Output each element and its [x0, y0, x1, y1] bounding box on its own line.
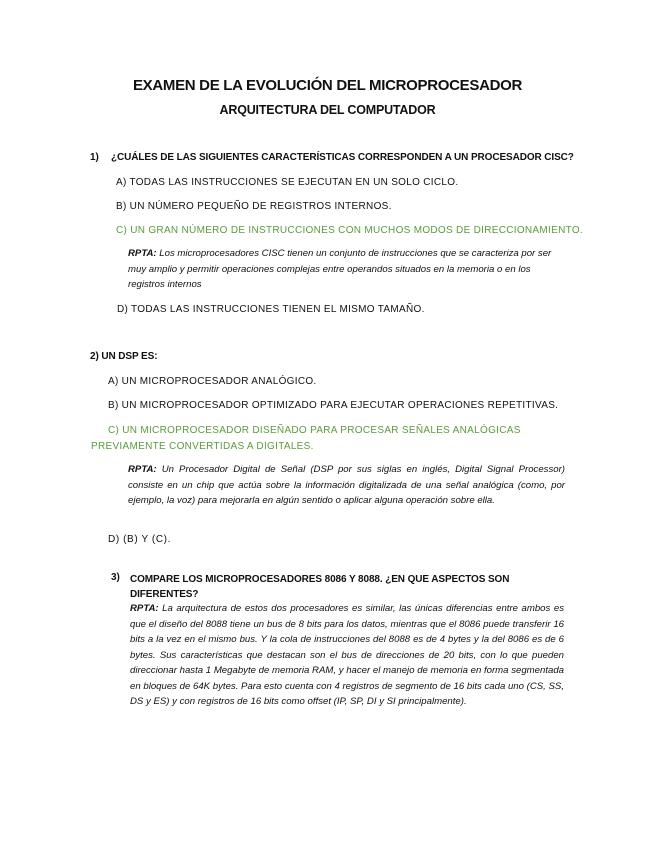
- question-2-answer-label: RPTA:: [128, 464, 157, 475]
- question-1-option-a: A) TODAS LAS INSTRUCCIONES SE EJECUTAN EN UN SOLO CICLO.: [116, 177, 459, 188]
- question-1-answer-label: RPTA:: [128, 248, 157, 259]
- question-3-text: COMPARE LOS MICROPROCESADORES 8086 Y 8088. ¿EN QUE ASPECTOS SON DIFERENTES?: [130, 574, 510, 600]
- question-2-answer: [128, 462, 565, 509]
- question-2-text: 2) UN DSP ES:: [90, 351, 158, 362]
- question-1-text: ¿CUÁLES DE LAS SIGUIENTES CARACTERÍSTICAS CORRESPONDEN A UN PROCESADOR CISC?: [111, 152, 574, 163]
- question-2-option-a: A) UN MICROPROCESADOR ANALÓGICO.: [108, 376, 317, 387]
- question-1-option-c-correct: C) UN GRAN NÚMERO DE INSTRUCCIONES CON MUCHOS MODOS DE DIRECCIONAMIENTO.: [116, 225, 583, 236]
- question-1-option-b: B) UN NÚMERO PEQUEÑO DE REGISTROS INTERNOS.: [116, 201, 392, 212]
- question-2-option-c-correct: C) UN MICROPROCESADOR DISEÑADO PARA PROCESAR SEÑALES ANALÓGICAS PREVIAMENTE CONVERTIDAS A DIGITALES.: [91, 425, 521, 452]
- question-3-answer-text: La arquitectura de estos dos procesadores es similar, las únicas diferencias entre ambos es que el diseño del 8088 tiene un bus de 8 bits para los datos, mientras que el 8086 puede transferir 16 bits a la vez en el mismo bus. Y la cola de instrucciones del 8088 es de 4 bytes y la del 8086 es de 6 bytes. Sus características que destacan son el bus de direcciones de 20 bits, con lo que pueden direccionar hasta 1 Megabyte de memoria RAM, y hacer el manejo de memoria en forma segmentada en bloques de 64K bytes. Para esto cuenta con 4 registros de segmento de 16 bits cada uno (CS, SS, DS y ES) y con registros de 16 bits como offset (IP, SP, DI y SI principalmente).: [130, 603, 564, 707]
- question-2-option-b: B) UN MICROPROCESADOR OPTIMIZADO PARA EJECUTAR OPERACIONES REPETITIVAS.: [108, 400, 559, 411]
- document-title: EXAMEN DE LA EVOLUCIÓN DEL MICROPROCESADOR: [132, 77, 523, 94]
- question-3-answer-label: RPTA:: [130, 603, 159, 614]
- question-1-option-d: D) TODAS LAS INSTRUCCIONES TIENEN EL MISMO TAMAÑO.: [117, 304, 425, 315]
- question-3-number: 3): [111, 572, 120, 583]
- question-2-answer-text: Un Procesador Digital de Señal (DSP por sus siglas en inglés, Digital Signal Processor) consiste en un chip que actúa sobre la información digitalizada de una señal analógica (como, por ejemplo, la voz) para mejorarla en algún sentido o aplicar alguna operación sobre ella.: [128, 464, 566, 506]
- question-1-answer: [128, 246, 553, 293]
- question-1-answer-text: Los microprocesadores CISC tienen un conjunto de instrucciones que se caracteriza por ser muy amplio y permitir operaciones complejas entre operandos situados en la memoria o en los registros internos: [128, 248, 552, 290]
- document-subtitle: ARQUITECTURA DEL COMPUTADOR: [219, 103, 436, 117]
- question-3-answer: [130, 601, 564, 710]
- question-1-number: 1): [90, 152, 99, 163]
- question-2-option-d: D) (B) Y (C).: [108, 534, 171, 545]
